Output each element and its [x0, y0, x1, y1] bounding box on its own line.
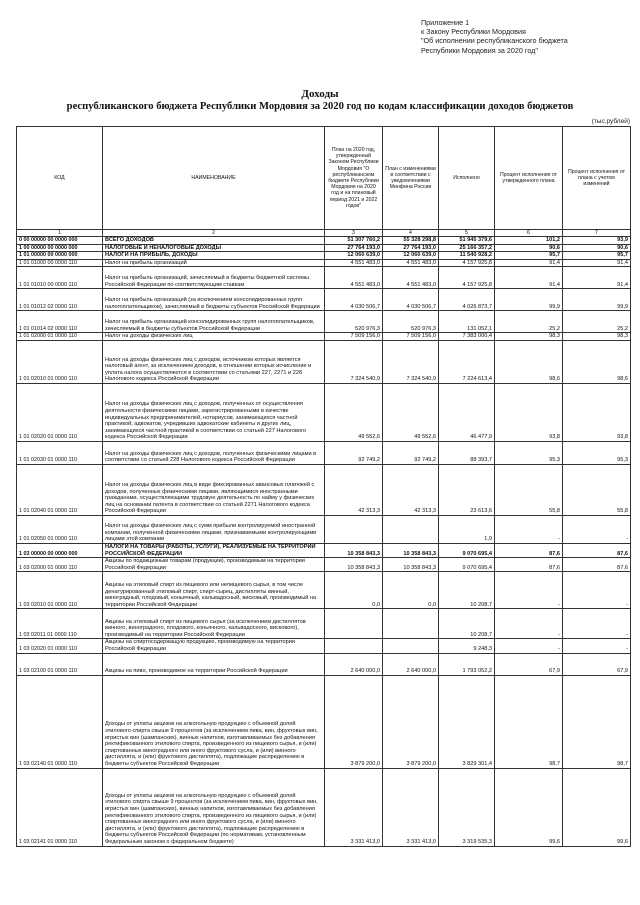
row-pct-changed: 91,4 — [563, 259, 631, 267]
row-plan-changed: 4 030 506,7 — [383, 289, 439, 311]
row-plan: 2 640 000,0 — [325, 653, 383, 675]
table-row — [17, 653, 631, 675]
row-executed: 25 166 357,2 — [439, 244, 495, 252]
row-code: 1 00 00000 00 0000 000 — [17, 244, 103, 252]
row-name: Налог на прибыль организаций — [103, 259, 325, 267]
row-pct-changed: 55,8 — [563, 464, 631, 515]
row-plan: 520 976,3 — [325, 311, 383, 333]
row-code: 1 01 01010 00 0000 110 — [17, 267, 103, 289]
row-pct-law: - — [495, 609, 563, 639]
row-code: 1 01 02050 01 0000 110 — [17, 515, 103, 543]
row-executed: 4 157 925,8 — [439, 267, 495, 289]
row-executed: 9 070 695,4 — [439, 543, 495, 557]
header-executed: Исполнено — [439, 127, 495, 230]
row-code: 1 03 02100 01 0000 110 — [17, 653, 103, 675]
row-pct-law: 98,7 — [495, 675, 563, 768]
row-plan-changed: 7 509 156,0 — [383, 333, 439, 341]
row-pct-changed: 99,6 — [563, 768, 631, 846]
table-row — [17, 543, 631, 557]
row-plan-changed: 3 331 413,0 — [383, 768, 439, 846]
header-plan-law: План на 2020 год, утвержденный Законом Республики Мордовия "О республиканском бюджете Республики Мордовия на 2020 год и на плановый период 2021 и 2022 годов" — [325, 127, 383, 230]
table-row — [17, 289, 631, 311]
row-code: 1 03 02011 01 0000 110 — [17, 609, 103, 639]
row-pct-law: 93,8 — [495, 383, 563, 441]
row-code: 1 03 02140 01 0000 110 — [17, 675, 103, 768]
row-executed: 4 157 925,8 — [439, 259, 495, 267]
row-pct-changed: 91,4 — [563, 267, 631, 289]
row-name: НАЛОГИ НА ПРИБЫЛЬ, ДОХОДЫ — [103, 252, 325, 260]
row-pct-changed: - — [563, 639, 631, 653]
row-pct-law: 91,4 — [495, 259, 563, 267]
row-pct-law: 95,7 — [495, 252, 563, 260]
row-executed: 10 208,7 — [439, 572, 495, 609]
row-pct-law: 55,8 — [495, 464, 563, 515]
row-code: 1 01 02020 01 0000 110 — [17, 383, 103, 441]
table-row — [17, 515, 631, 543]
table-header-row — [17, 127, 631, 230]
row-plan: 7 509 156,0 — [325, 333, 383, 341]
table-row — [17, 259, 631, 267]
row-code: 1 01 01012 02 0000 110 — [17, 289, 103, 311]
row-code: 1 03 02000 01 0000 110 — [17, 558, 103, 572]
document-subtitle: республиканского бюджета Республики Мордовия за 2020 год по кодам классификации доходов бюджетов — [66, 101, 574, 112]
row-pct-changed: 95,7 — [563, 252, 631, 260]
row-executed: 3 829 301,4 — [439, 675, 495, 768]
row-plan — [325, 609, 383, 639]
table-row — [17, 464, 631, 515]
row-pct-changed: 98,3 — [563, 333, 631, 341]
row-pct-law: - — [495, 515, 563, 543]
row-name: Акцизы на пиво, производимое на территории Российской Федерации — [103, 653, 325, 675]
appendix-line-3: "Об исполнении республиканского бюджета — [421, 36, 568, 46]
row-executed: 7 383 000,4 — [439, 333, 495, 341]
row-executed: 9 070 695,4 — [439, 558, 495, 572]
row-executed: 51 945 379,6 — [439, 237, 495, 245]
row-code: 1 01 01014 02 0000 110 — [17, 311, 103, 333]
row-pct-law: - — [495, 639, 563, 653]
row-plan-changed: 2 640 000,0 — [383, 653, 439, 675]
row-plan-changed: 10 358 843,3 — [383, 543, 439, 557]
row-plan: 10 358 843,3 — [325, 543, 383, 557]
row-executed: 23 613,6 — [439, 464, 495, 515]
table-row — [17, 237, 631, 245]
row-name: Акцизы по подакцизным товарам (продукции), производимым на территории Российской Федерации — [103, 558, 325, 572]
row-plan-changed: 92 749,2 — [383, 441, 439, 464]
row-plan-changed: 7 324 540,9 — [383, 340, 439, 383]
row-code: 1 03 02141 01 0000 110 — [17, 768, 103, 846]
row-name: Налог на доходы физических лиц с доходов, полученных физическими лицами в соответствии со статьей 228 Налогового кодекса Российской Федерации — [103, 441, 325, 464]
column-number-row — [17, 230, 631, 237]
row-code: 1 03 00000 00 0000 000 — [17, 543, 103, 557]
row-plan: 92 749,2 — [325, 441, 383, 464]
row-plan-changed — [383, 515, 439, 543]
row-name: Налог на доходы физических лиц с сумм прибыли контролируемой иностранной компании, полученной физическими лицами, признаваемыми контролирующими лицами этой компании — [103, 515, 325, 543]
table-row — [17, 441, 631, 464]
row-executed: 4 026 873,7 — [439, 289, 495, 311]
table-row — [17, 383, 631, 441]
header-code: КОД — [17, 127, 103, 230]
row-plan-changed: 42 313,3 — [383, 464, 439, 515]
row-pct-law: - — [495, 572, 563, 609]
table-row — [17, 311, 631, 333]
row-name: НАЛОГОВЫЕ И НЕНАЛОГОВЫЕ ДОХОДЫ — [103, 244, 325, 252]
revenue-table — [16, 126, 631, 847]
row-name: Акцизы на спиртосодержащую продукцию, производимую на территории Российской Федерации — [103, 639, 325, 653]
row-pct-law: 95,3 — [495, 441, 563, 464]
row-executed: 9 248,3 — [439, 639, 495, 653]
appendix-line-2: к Закону Республики Мордовия — [421, 27, 526, 37]
row-plan-changed: 12 060 639,0 — [383, 252, 439, 260]
table-row — [17, 639, 631, 653]
row-name: ВСЕГО ДОХОДОВ — [103, 237, 325, 245]
row-name: Налог на доходы физических лиц с доходов, источником которых является налоговый агент, за исключением доходов, в отношении которых исчисление и уплата налога осуществляются в соответствии со статьями 227, 2271 и 228 Налогового кодекса Российской Федерации — [103, 340, 325, 383]
row-plan-changed — [383, 609, 439, 639]
row-pct-changed: 98,7 — [563, 675, 631, 768]
row-pct-law: 25,2 — [495, 311, 563, 333]
row-plan-changed: 4 551 483,0 — [383, 259, 439, 267]
row-code: 1 01 00000 00 0000 000 — [17, 252, 103, 260]
row-plan: 4 551 483,0 — [325, 267, 383, 289]
row-name: Налог на доходы физических лиц — [103, 333, 325, 341]
row-executed: 1,9 — [439, 515, 495, 543]
row-plan-changed: 49 552,6 — [383, 383, 439, 441]
row-plan: 10 358 843,3 — [325, 558, 383, 572]
row-pct-changed: 98,6 — [563, 340, 631, 383]
appendix-line-1: Приложение 1 — [421, 18, 470, 27]
row-pct-law: 98,3 — [495, 333, 563, 341]
row-pct-law: 67,9 — [495, 653, 563, 675]
row-name: Доходы от уплаты акцизов на алкогольную продукцию с объемной долей этилового спирта свыше 9 процентов (за исключением пива, вин, фруктовых вин, игристых вин (шампанских), винных напитков, изготавливаемых без добавления ректификованного этилового спирта, произведенного из пищевого сырья, и (или) спиртованных виноградного или иного фруктового сусла, и (или) винного дистиллята, и (или) фруктового дистиллята), подлежащие распределению в бюджеты субъектов Российской Федерации (по нормативам, установленным Федеральным законом о федеральном бюджете) — [103, 768, 325, 846]
row-executed: 1 793 052,2 — [439, 653, 495, 675]
column-number: 7 — [563, 230, 631, 237]
row-plan-changed: 27 764 193,0 — [383, 244, 439, 252]
column-number: 1 — [17, 230, 103, 237]
row-plan-changed — [383, 639, 439, 653]
table-row — [17, 267, 631, 289]
document-title: Доходы — [301, 88, 339, 100]
row-pct-law: 101,2 — [495, 237, 563, 245]
row-plan: 27 764 193,0 — [325, 244, 383, 252]
row-pct-law: 91,4 — [495, 267, 563, 289]
table-body — [17, 237, 631, 847]
row-plan: 51 307 760,2 — [325, 237, 383, 245]
row-pct-law: 99,9 — [495, 289, 563, 311]
row-pct-changed: - — [563, 572, 631, 609]
row-plan-changed: 520 976,3 — [383, 311, 439, 333]
row-code: 0 00 00000 00 0000 000 — [17, 237, 103, 245]
row-pct-law: 87,6 — [495, 558, 563, 572]
table-row — [17, 244, 631, 252]
row-plan: 3 879 200,0 — [325, 675, 383, 768]
row-name: Акцизы на этиловый спирт из пищевого или непищевого сырья, в том числе денатурированный этиловый спирт, спирт-сырец, дистилляты винный, виноградный, плодовый, коньячный, кальвадосный, висковый, производимый на территории Российской Федерации — [103, 572, 325, 609]
row-pct-law: 98,6 — [495, 340, 563, 383]
row-code: 1 03 02020 01 0000 110 — [17, 639, 103, 653]
row-plan-changed: 10 358 843,3 — [383, 558, 439, 572]
header-pct-changed: Процент исполнения от плана с учетом изменений — [563, 127, 631, 230]
table-row — [17, 558, 631, 572]
row-code: 1 01 02010 01 0000 110 — [17, 340, 103, 383]
row-pct-changed: 67,9 — [563, 653, 631, 675]
row-code: 1 03 02010 01 0000 110 — [17, 572, 103, 609]
table-row — [17, 252, 631, 260]
header-pct-law: Процент исполнения от утвержденного плана — [495, 127, 563, 230]
table-row — [17, 609, 631, 639]
row-plan: 3 331 413,0 — [325, 768, 383, 846]
appendix-line-4: Республики Мордовия за 2020 год" — [421, 45, 538, 55]
header-plan-changed: План с изменениями в соответствии с уведомлениями Минфина России — [383, 127, 439, 230]
row-pct-changed: 87,6 — [563, 558, 631, 572]
row-code: 1 01 01000 00 0000 110 — [17, 259, 103, 267]
row-plan: 42 313,3 — [325, 464, 383, 515]
row-executed: 11 540 928,2 — [439, 252, 495, 260]
row-pct-changed: 25,2 — [563, 311, 631, 333]
row-name: НАЛОГИ НА ТОВАРЫ (РАБОТЫ, УСЛУГИ), РЕАЛИЗУЕМЫЕ НА ТЕРРИТОРИИ РОССИЙСКОЙ ФЕДЕРАЦИИ — [103, 543, 325, 557]
row-name: Налог на доходы физических лиц в виде фиксированных авансовых платежей с доходов, полученных физическими лицами, являющимися иностранными гражданами, осуществляющими трудовую деятельность по найму у физических лиц на основании патента в соответствии со статьей 2271 Налогового кодекса Российской Федерации — [103, 464, 325, 515]
header-name: НАИМЕНОВАНИЕ — [103, 127, 325, 230]
row-pct-changed: 93,9 — [563, 237, 631, 245]
table-row — [17, 768, 631, 846]
row-code: 1 01 02000 01 0000 110 — [17, 333, 103, 341]
row-plan-changed: 3 879 200,0 — [383, 675, 439, 768]
row-plan — [325, 639, 383, 653]
row-name: Налог на прибыль организаций (за исключением консолидированных групп налогоплательщиков), зачисляемый в бюджеты субъектов Российской Федерации — [103, 289, 325, 311]
row-pct-changed: 87,6 — [563, 543, 631, 557]
row-executed: 88 393,7 — [439, 441, 495, 464]
row-name: Налог на доходы физических лиц с доходов, полученных от осуществления деятельности физическими лицами, зарегистрированными в качестве индивидуальных предпринимателей, нотариусов, занимающихся частной практикой, адвокатов, учредивших адвокатские кабинеты и других лиц, занимающихся частной практикой в соответствии со статьей 227 Налогового кодекса Российской Федерации — [103, 383, 325, 441]
row-pct-changed: 99,9 — [563, 289, 631, 311]
row-pct-law: 87,6 — [495, 543, 563, 557]
row-name: Доходы от уплаты акцизов на алкогольную продукцию с объемной долей этилового спирта свыше 9 процентов (за исключением пива, вин, фруктовых вин, игристых вин (шампанских), винных напитков, изготавливаемых без добавления ректификованного этилового спирта, произведенного из пищевого сырья, и (или) спиртованных виноградного или иного фруктового сусла, и (или) винного дистиллята, и (или) фруктового дистиллята), подлежащие распределению в бюджеты субъектов Российской Федерации — [103, 675, 325, 768]
row-executed: 131 052,1 — [439, 311, 495, 333]
column-number: 6 — [495, 230, 563, 237]
table-row — [17, 333, 631, 341]
column-number: 5 — [439, 230, 495, 237]
row-plan — [325, 515, 383, 543]
unit-label: (тыс.рублей) — [591, 118, 630, 125]
row-name: Налог на прибыль организаций, зачисляемый в бюджеты бюджетной системы Российской Федерации по соответствующим ставкам — [103, 267, 325, 289]
row-code: 1 01 02030 01 0000 110 — [17, 441, 103, 464]
row-plan-changed: 55 328 298,8 — [383, 237, 439, 245]
row-code: 1 01 02040 01 0000 110 — [17, 464, 103, 515]
row-plan: 49 552,6 — [325, 383, 383, 441]
appendix-note — [421, 18, 631, 55]
row-pct-changed: - — [563, 609, 631, 639]
row-name: Акцизы на этиловый спирт из пищевого сырья (за исключением дистиллятов винного, виноградного, плодового, коньячного, кальвадосного, вискового), производимый на территории Российской Федерации — [103, 609, 325, 639]
table-row — [17, 675, 631, 768]
column-number: 3 — [325, 230, 383, 237]
row-executed: 10 208,7 — [439, 609, 495, 639]
column-number: 2 — [103, 230, 325, 237]
table-row — [17, 340, 631, 383]
row-plan: 0,0 — [325, 572, 383, 609]
row-plan-changed: 4 551 483,0 — [383, 267, 439, 289]
row-executed: 3 319 535,3 — [439, 768, 495, 846]
row-plan-changed: 0,0 — [383, 572, 439, 609]
row-pct-law: 99,6 — [495, 768, 563, 846]
row-plan: 12 060 639,0 — [325, 252, 383, 260]
row-pct-law: 90,6 — [495, 244, 563, 252]
table-row — [17, 572, 631, 609]
row-pct-changed: - — [563, 515, 631, 543]
row-executed: 46 477,9 — [439, 383, 495, 441]
row-plan: 7 324 540,9 — [325, 340, 383, 383]
row-name: Налог на прибыль организаций консолидированных групп налогоплательщиков, зачисляемый в бюджеты субъектов Российской Федерации — [103, 311, 325, 333]
row-pct-changed: 90,6 — [563, 244, 631, 252]
row-pct-changed: 93,8 — [563, 383, 631, 441]
row-executed: 7 224 613,4 — [439, 340, 495, 383]
row-plan: 4 030 506,7 — [325, 289, 383, 311]
row-plan: 4 551 483,0 — [325, 259, 383, 267]
column-number: 4 — [383, 230, 439, 237]
row-pct-changed: 95,3 — [563, 441, 631, 464]
